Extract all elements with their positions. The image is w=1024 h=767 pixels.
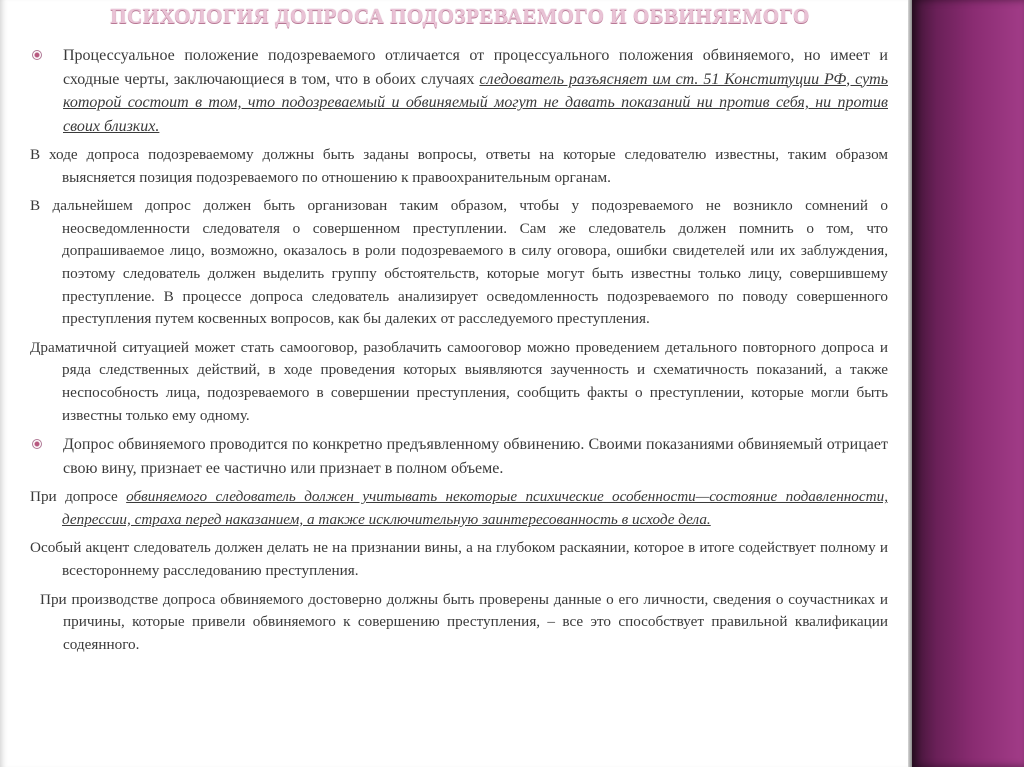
page-title: ПСИХОЛОГИЯ ДОПРОСА ПОДОЗРЕВАЕМОГО И ОБВИНЯЕМОГО bbox=[110, 4, 810, 28]
circle-bullet-icon bbox=[32, 439, 42, 449]
paragraph-2: В ходе допроса подозреваемому должны быть заданы вопросы, ответы на которые следователю известны, таким образом выясняется позиция подозреваемого по отношению к правоохранительным органам. bbox=[30, 146, 888, 186]
paragraph-8: При производстве допроса обвиняемого достоверно должны быть проверены данные о его личности, сведения о соучастниках и причины, которые привели обвиняемого к совершению преступления, – все это способствует правильной квалификации содеянного. bbox=[40, 590, 888, 653]
circle-bullet-icon bbox=[32, 50, 42, 60]
paragraph-1-emphasis: следователь разъясняет им ст. 51 Конституции РФ, суть которой состоит в том, что подозреваемый и обвиняемый могут не давать показаний ни против себя, ни против своих близких. bbox=[63, 70, 888, 135]
paragraph-6-emphasis: обвиняемого следователь должен учитывать некоторые психические особенности—состояние подавленности, депрессии, страха перед наказанием, а также исключительную заинтересованность в исходе дела. bbox=[62, 488, 888, 528]
paragraph-3: В дальнейшем допрос должен быть организован таким образом, чтобы у подозреваемого не возникло сомнений о неосведомленности следователя о совершенном преступлении. Сам же следователь должен помнить о том, что допрашиваемое лицо, возможно, оказалось в роли подозреваемого в силу оговора, ошибки свидетелей или их заблуждения, поэтому следователь должен выделить группу обстоятельств, которые могут быть известны только лицу, совершившему преступление. В процессе допроса следователь анализирует осведомленность подозреваемого по поводу совершенного преступления путем косвенных вопросов, как бы далеких от расследуемого преступления. bbox=[30, 197, 888, 328]
slide-body bbox=[30, 44, 888, 662]
paragraph-6-text: При допросе bbox=[30, 488, 127, 506]
paragraph-7: Особый акцент следователь должен делать не на признании вины, а на глубоком раскаянии, которое в итоге содействует полному и всестороннему расследованию преступления. bbox=[30, 539, 888, 579]
paragraph-6 bbox=[30, 486, 888, 531]
decorative-side-panel bbox=[912, 0, 1024, 767]
paragraph-1 bbox=[30, 44, 888, 138]
paragraph-4: Драматичной ситуацией может стать самооговор, разоблачить самооговор можно проведением детального повторного допроса и ряда следственных действий, в ходе проведения которых выявляются заученность и схематичность показаний, а также неспособность лица, подозреваемого в совершении преступления, сообщить факты о преступлении, которые могли быть известны только ему одному. bbox=[30, 338, 888, 424]
paragraph-5-text: Допрос обвиняемого проводится по конкретно предъявленному обвинению. Своими показаниями обвиняемый отрицает свою вину, признает ее частично или признает в полном объеме. bbox=[63, 436, 888, 477]
paragraph-5 bbox=[30, 433, 888, 480]
paragraph-1-text: Процессуальное положение подозреваемого отличается от процессуального положения обвиняемого, но имеет и сходные черты, заключающиеся в том, что в обоих случаях bbox=[63, 47, 888, 88]
